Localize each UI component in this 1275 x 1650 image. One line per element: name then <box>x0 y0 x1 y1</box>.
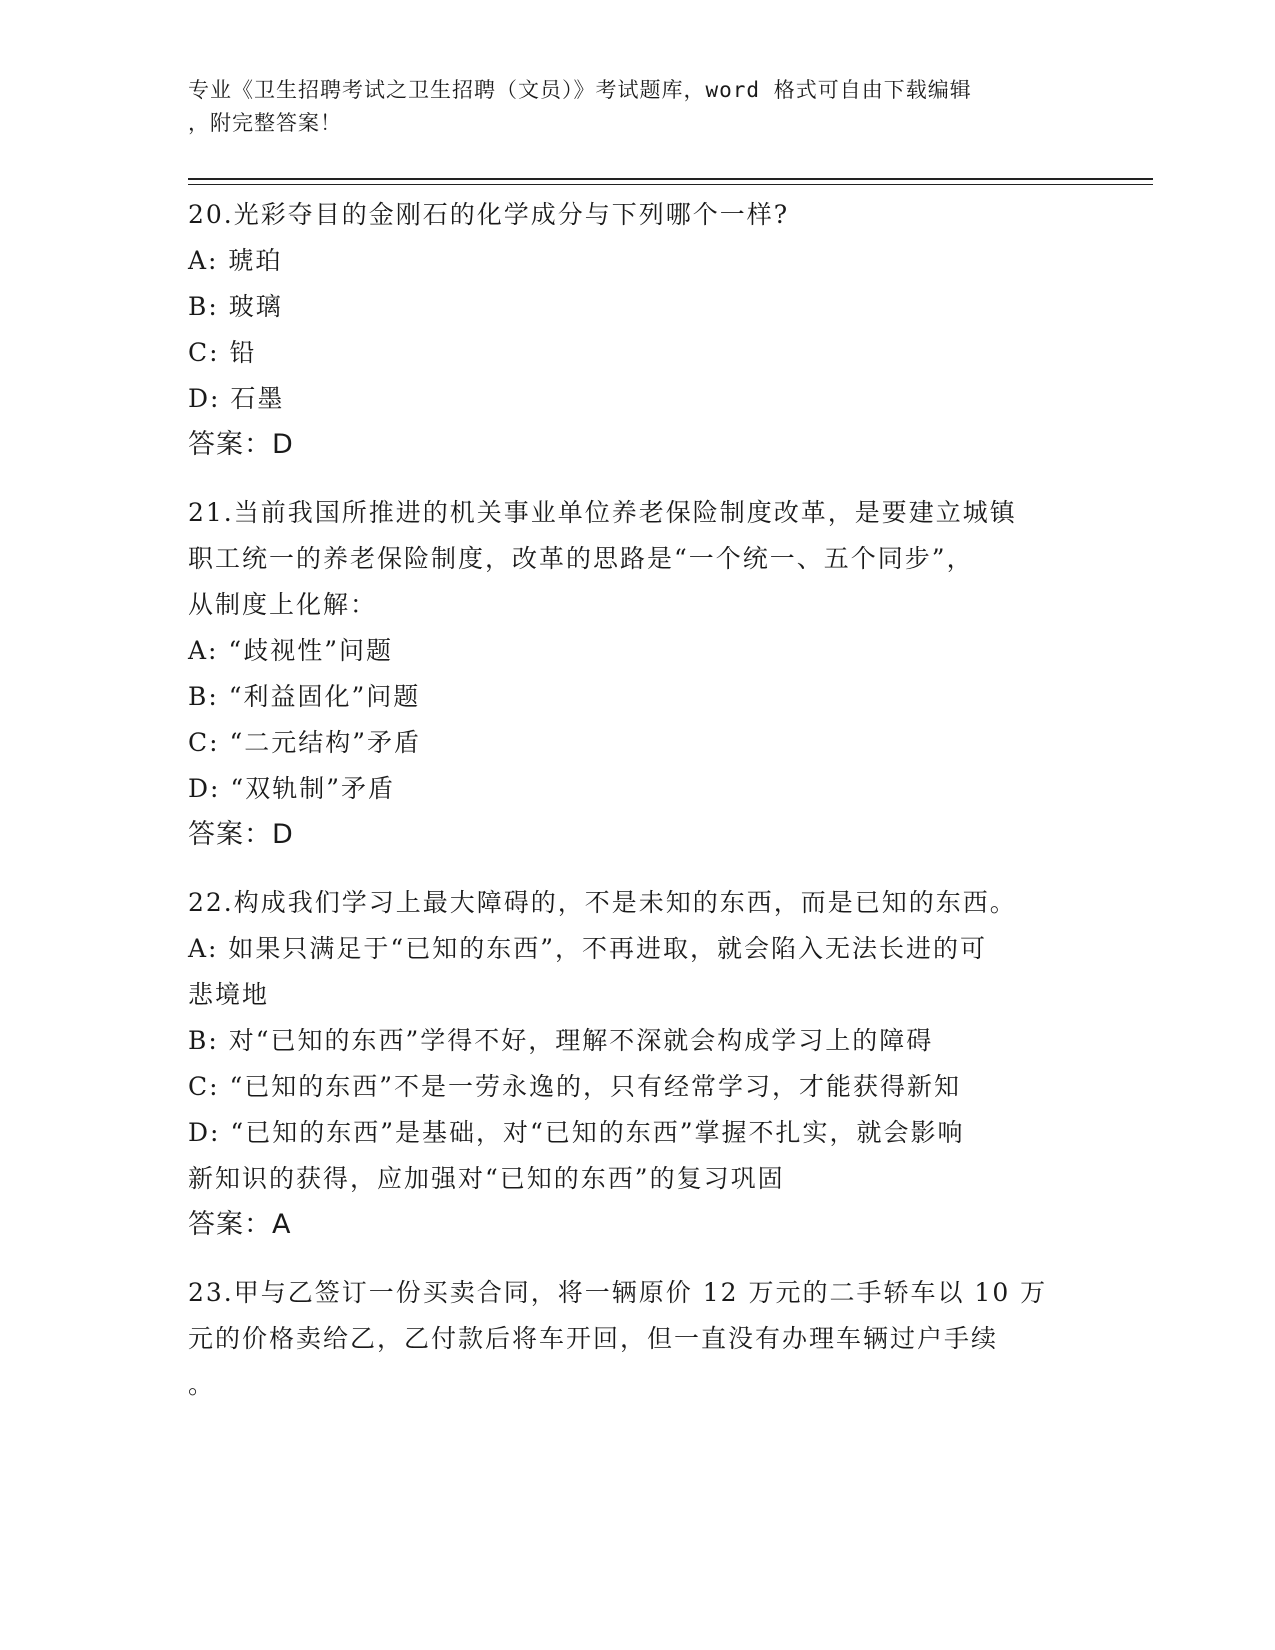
answer-line: 答案：D <box>188 819 294 850</box>
question-block <box>188 192 1068 468</box>
question-stem-line: 23.甲与乙签订一份买卖合同，将一辆原价 12 万元的二手轿车以 10 万 <box>188 1278 1048 1307</box>
header-divider-thick <box>188 178 1153 180</box>
option-line: C: 铅 <box>188 338 257 367</box>
header-line-2: ，附完整答案！ <box>188 111 342 135</box>
option-line: D: 石墨 <box>188 384 285 413</box>
question-stem-line: 21.当前我国所推进的机关事业单位养老保险制度改革，是要建立城镇 <box>188 498 1017 527</box>
header-line-1: 专业《卫生招聘考试之卫生招聘（文员）》考试题库，word 格式可自由下载编辑 <box>188 78 972 102</box>
question-stem-line: 从制度上化解： <box>188 590 378 619</box>
answer-line: 答案：D <box>188 429 294 460</box>
option-line: C: “二元结构”矛盾 <box>188 728 422 757</box>
header-divider-thin <box>188 184 1153 185</box>
option-line: 新知识的获得，应加强对“已知的东西”的复习巩固 <box>188 1164 785 1193</box>
option-line: B: 玻璃 <box>188 292 283 321</box>
option-line: A: “歧视性”问题 <box>188 636 393 665</box>
option-line: A: 如果只满足于“已知的东西”，不再进取，就会陷入无法长进的可 <box>188 934 987 963</box>
question-list <box>188 192 1068 1430</box>
question-stem-line: 。 <box>188 1370 216 1399</box>
question-block <box>188 1270 1068 1408</box>
question-stem-line: 职工统一的养老保险制度，改革的思路是“一个统一、五个同步”， <box>188 544 974 573</box>
option-line: B: 对“已知的东西”学得不好，理解不深就会构成学习上的障碍 <box>188 1026 934 1055</box>
question-stem-line: 22.构成我们学习上最大障碍的，不是未知的东西，而是已知的东西。 <box>188 888 1017 917</box>
option-line: D: “双轨制”矛盾 <box>188 774 395 803</box>
answer-line: 答案：A <box>188 1209 292 1240</box>
option-line: B: “利益固化”问题 <box>188 682 421 711</box>
question-block <box>188 880 1068 1248</box>
question-stem-line: 元的价格卖给乙，乙付款后将车开回，但一直没有办理车辆过户手续 <box>188 1324 999 1353</box>
option-line: C: “已知的东西”不是一劳永逸的，只有经常学习，才能获得新知 <box>188 1072 962 1101</box>
document-header <box>188 74 1068 140</box>
option-line: D: “已知的东西”是基础，对“已知的东西”掌握不扎实，就会影响 <box>188 1118 965 1147</box>
option-line: 悲境地 <box>188 980 270 1009</box>
question-stem-line: 20.光彩夺目的金刚石的化学成分与下列哪个一样? <box>188 200 790 229</box>
question-block <box>188 490 1068 858</box>
option-line: A: 琥珀 <box>188 246 283 275</box>
